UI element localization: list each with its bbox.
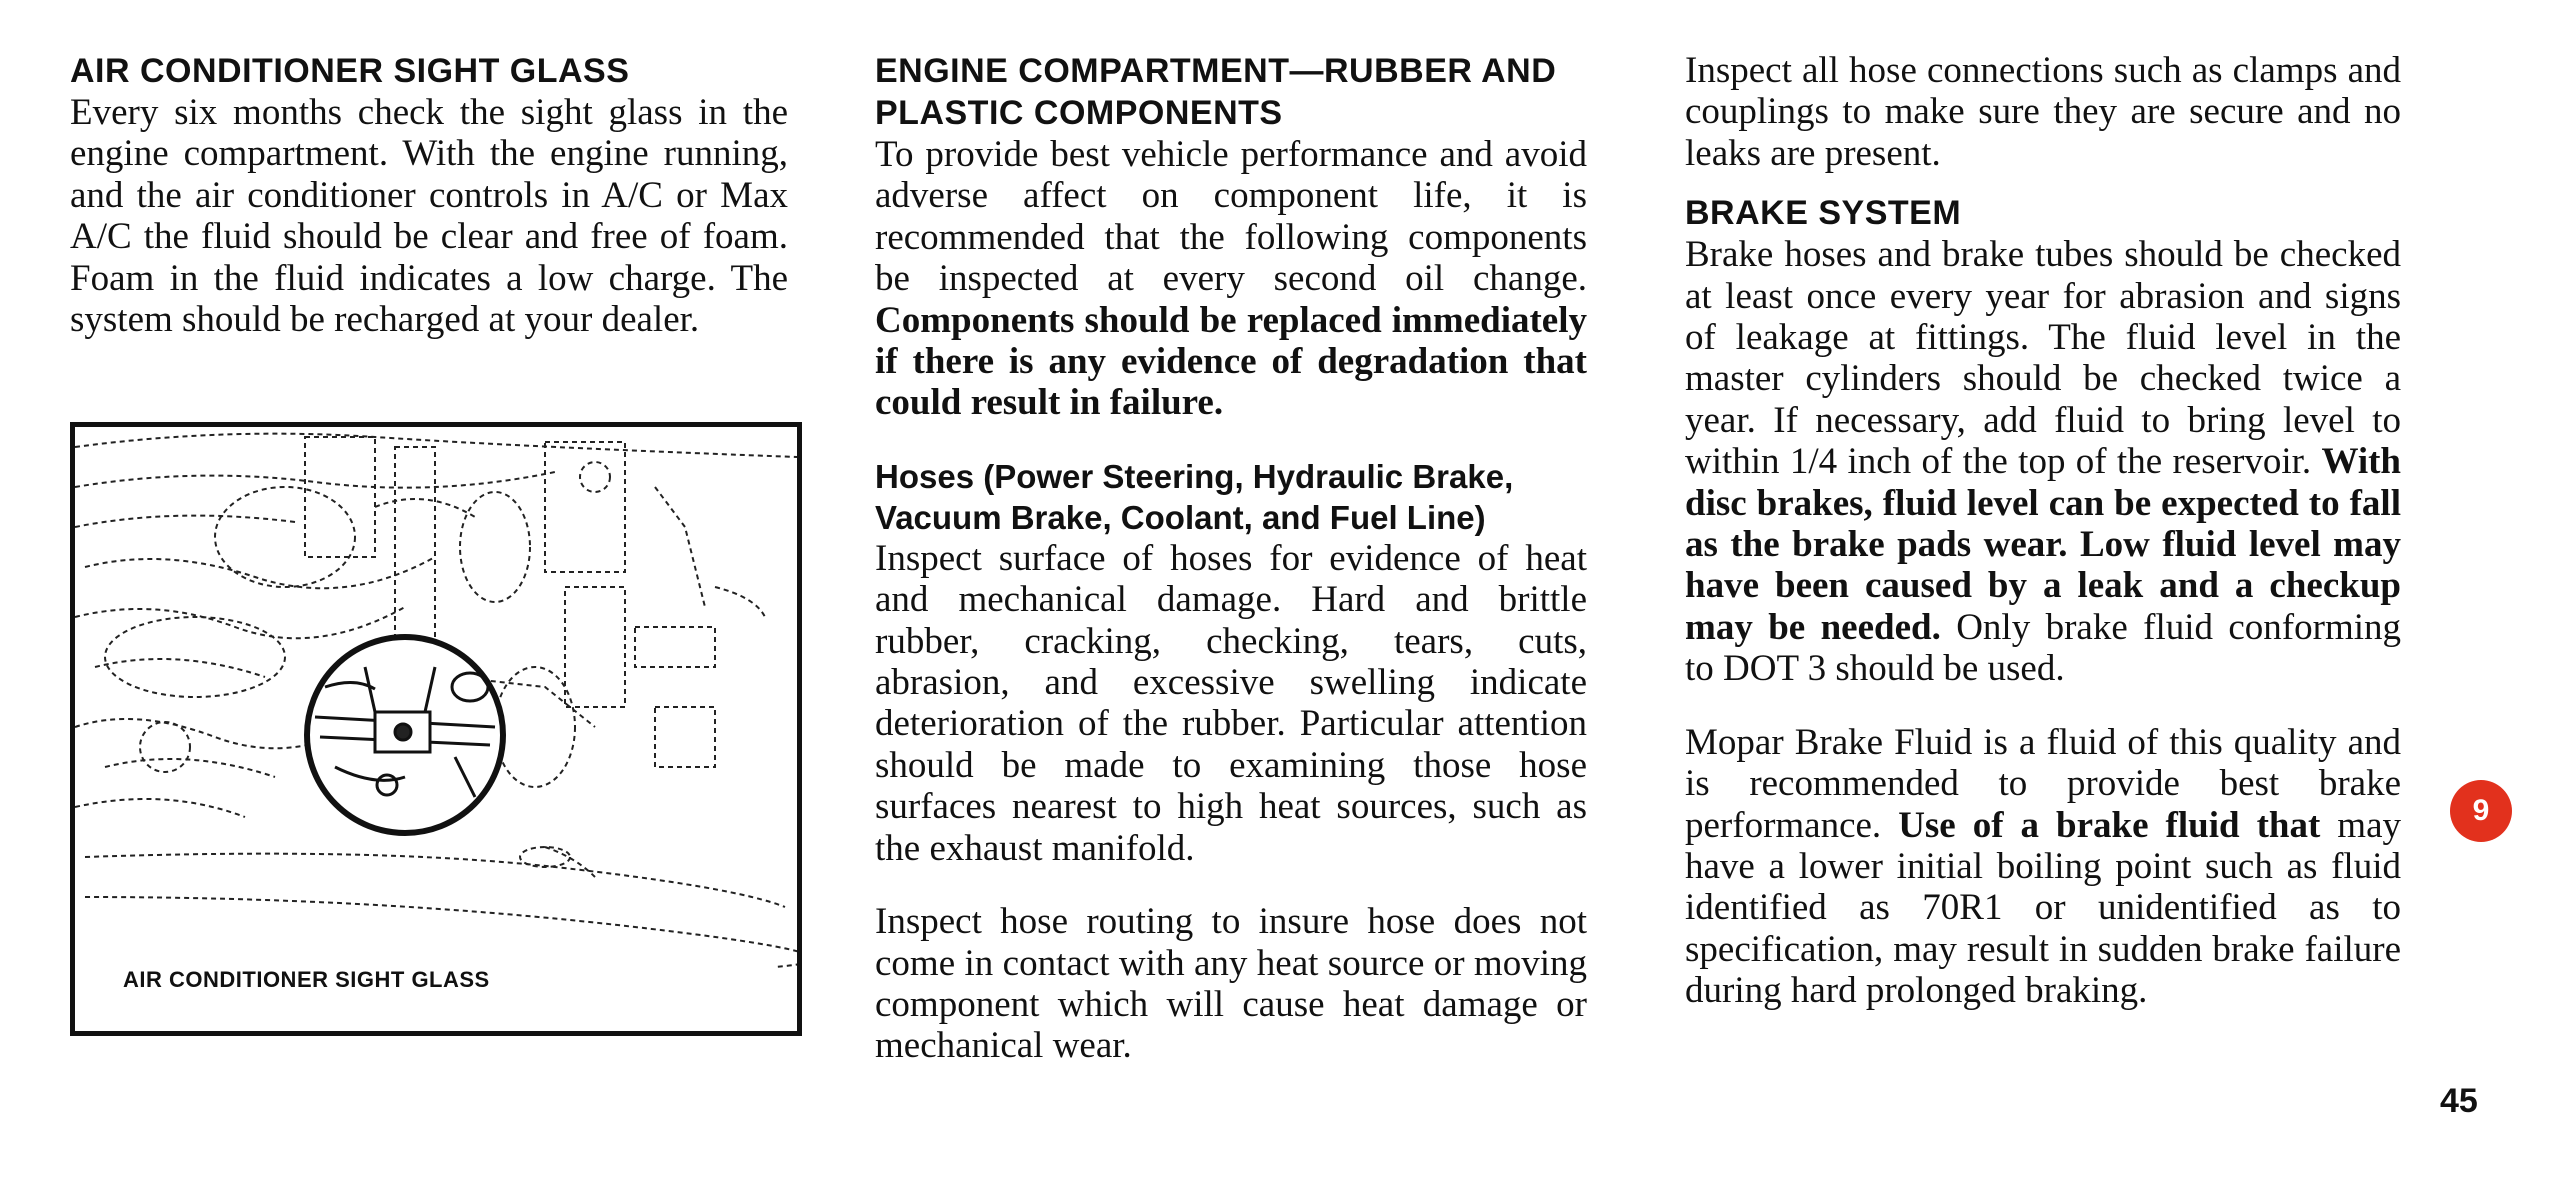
hose-routing-text: Inspect hose routing to insure hose does not come in contact with any heat source or moving component which will cause heat damage or mechanical wear. <box>875 901 1587 1067</box>
heading-engine-compartment: ENGINE COMPARTMENT—RUBBER AND PLASTIC COMPONENTS <box>875 52 1557 132</box>
engine-drawing <box>75 427 797 1031</box>
ac-sight-glass-text: Every six months check the sight glass in the engine compartment. With the engine running, and the air conditioner controls in A/C or Max A/C the fluid should be clear and free of foam. Foam in the fluid indicates a low charge. The system should be recharged at your dealer. <box>70 92 788 341</box>
brake-bold-text: With disc brakes, fluid level can be expected to fall as the brake pads wear. Low fluid level may have been caused by a leak and a checkup may be needed. <box>1685 441 2401 648</box>
heading-hoses: Hoses (Power Steering, Hydraulic Brake, Vacuum Brake, Coolant, and Fuel Line) <box>875 457 1514 536</box>
hoses-text: Inspect surface of hoses for evidence of heat and mechanical damage. Hard and brittle rubber, cracking, checking, tears, cuts, abrasion, and excessive swelling indicate deterioration of the rubber. Particular attention should be made to examining those hose surfaces nearest to high heat sources, such as the exhaust manifold. <box>875 537 1587 869</box>
section-badge: 9 <box>2450 780 2512 842</box>
page-number: 45 <box>2440 1082 2478 1120</box>
heading-ac-sight-glass: AIR CONDITIONER SIGHT GLASS <box>70 52 630 90</box>
mopar-fluid-text <box>1685 722 2401 1012</box>
column-brake-system <box>1685 50 2401 1012</box>
mopar-bold-text: Use of a brake fluid that <box>1898 804 2321 846</box>
intro-normal-text: To provide best vehicle performance and avoid adverse affect on component life, it is recommended that the following components be inspected at every second oil change. <box>875 134 1587 300</box>
intro-bold-text: Components should be replaced immediately if there is any evidence of degradation that could result in failure. <box>875 299 1587 424</box>
mopar-tail-text: may have a lower initial boiling point such as fluid identified as 70R1 or unidentified as to specification, may result in sudden brake failure during hard prolonged braking. <box>1685 804 2401 1012</box>
column-air-conditioner <box>70 50 788 340</box>
column-engine-compartment <box>875 50 1587 1067</box>
mopar-normal-text: Mopar Brake Fluid is a fluid of this quality and is recommended to provide best brake performance. <box>1685 721 2401 846</box>
figure-caption: AIR CONDITIONER SIGHT GLASS <box>123 967 490 992</box>
brake-system-text <box>1685 234 2401 689</box>
brake-tail-text: Only brake fluid conforming to DOT 3 should be used. <box>1685 606 2401 690</box>
hose-connections-text: Inspect all hose connections such as clamps and couplings to make sure they are secure and no leaks are present. <box>1685 50 2401 174</box>
brake-normal-text: Brake hoses and brake tubes should be checked at least once every year for abrasion and signs of leakage at fittings. The fluid level in the master cylinders should be checked twice a year. If necessary, add fluid to bring level to within 1/4 inch of the top of the reservoir. <box>1685 234 2401 483</box>
ac-sight-glass-illustration <box>70 422 802 1036</box>
engine-compartment-intro <box>875 134 1587 424</box>
heading-brake-system: BRAKE SYSTEM <box>1685 194 1962 233</box>
